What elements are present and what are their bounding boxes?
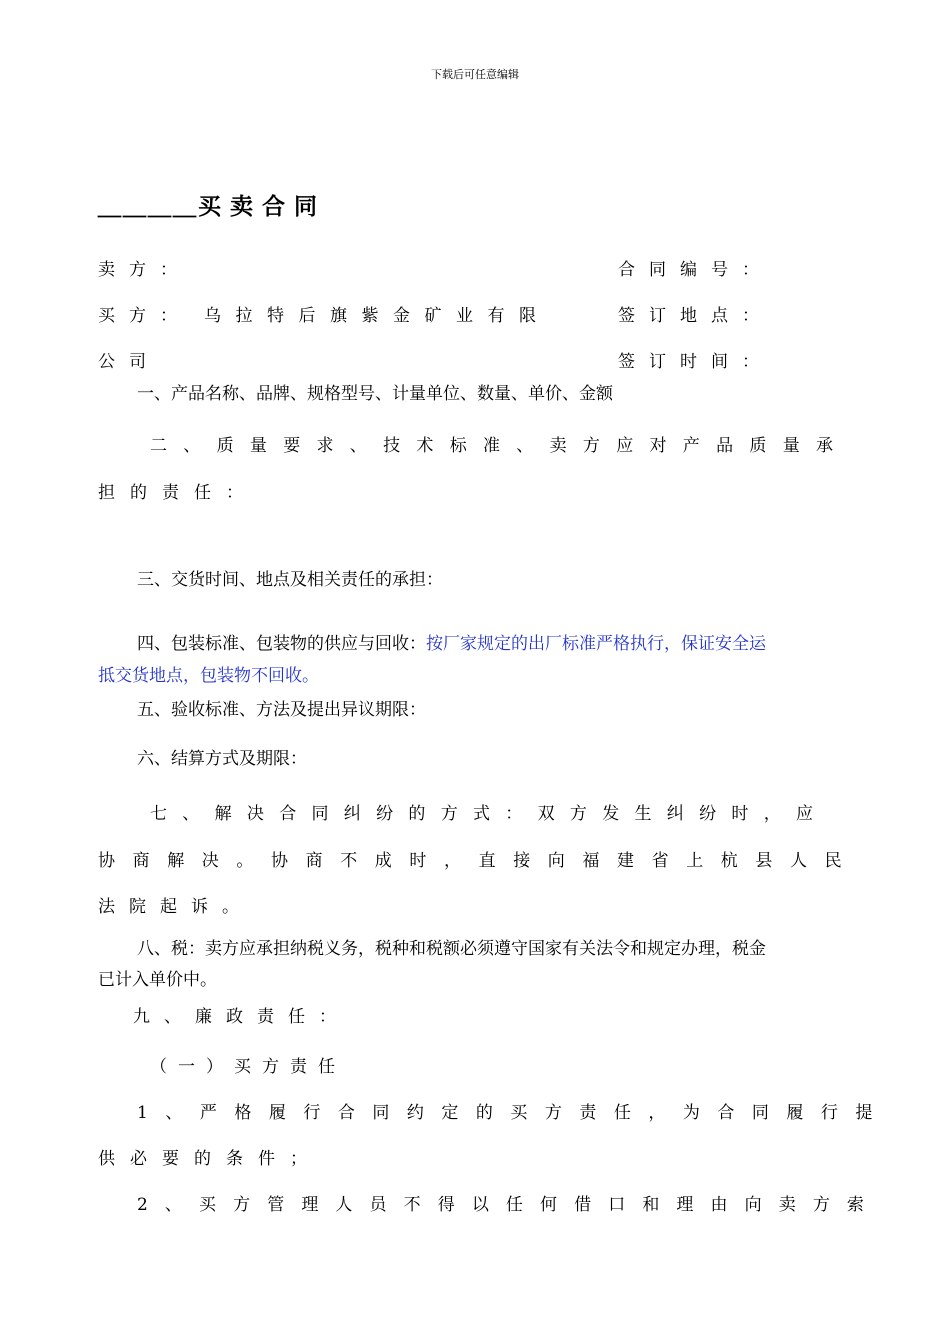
- clause-7-line2: 协商解决。协商不成时，直接向福建省上杭县人民: [98, 851, 860, 871]
- buyer-label: 买方：: [98, 306, 191, 326]
- clause-8-line2: 已计入单价中。: [98, 970, 217, 990]
- clause-9-subsection-1: （一）买方责任: [150, 1057, 346, 1077]
- clause-5: 五、验收标准、方法及提出异议期限：: [137, 700, 426, 720]
- seller-label: 卖方：: [98, 260, 191, 280]
- clause-4-label: 四、包装标准、包装物的供应与回收：: [137, 634, 426, 654]
- contract-number-label: 合同编号：: [618, 260, 773, 280]
- clause-9: 九、廉政责任：: [133, 1007, 350, 1027]
- clause-7-line1: 七、解决合同纠纷的方式：双方发生纠纷时，应: [150, 804, 829, 824]
- clause-2-line1: 二、质量要求、技术标准、卖方应对产品质量承: [150, 436, 850, 456]
- clause-4-value-line2: 抵交货地点，包装物不回收。: [98, 666, 319, 686]
- buyer-name-line1: 乌拉特后旗紫金矿业有限: [204, 306, 551, 326]
- clause-6: 六、结算方式及期限：: [137, 749, 307, 769]
- title-blank-line: ＿＿＿＿: [98, 193, 198, 220]
- page-header-note: 下载后可任意编辑: [431, 68, 519, 81]
- clause-3: 三、交货时间、地点及相关责任的承担：: [137, 570, 443, 590]
- clause-9-item-2-line1: 2、买方管理人员不得以任何借口和理由向卖方索: [137, 1195, 882, 1215]
- clause-7-line3: 法院起诉。: [98, 897, 253, 917]
- buyer-name-line2: 公司: [98, 352, 160, 372]
- sign-place-label: 签订地点：: [618, 306, 773, 326]
- clause-4-value-line1: 按厂家规定的出厂标准严格执行，保证安全运: [426, 634, 766, 654]
- clause-9-item-1-line2: 供必要的条件；: [98, 1149, 322, 1169]
- title-text: 买卖合同: [198, 193, 326, 220]
- clause-1: 一、产品名称、品牌、规格型号、计量单位、数量、单价、金额: [137, 384, 613, 404]
- clause-9-item-1-line1: 1、严格履行合同约定的买方责任，为合同履行提: [137, 1103, 890, 1123]
- document-title: [98, 188, 326, 221]
- sign-time-label: 签订时间：: [618, 352, 773, 372]
- clause-8-line1: 八、税：卖方应承担纳税义务，税种和税额必须遵守国家有关法令和规定办理，税金: [137, 939, 766, 959]
- clause-2-line2: 担的责任：: [98, 483, 258, 503]
